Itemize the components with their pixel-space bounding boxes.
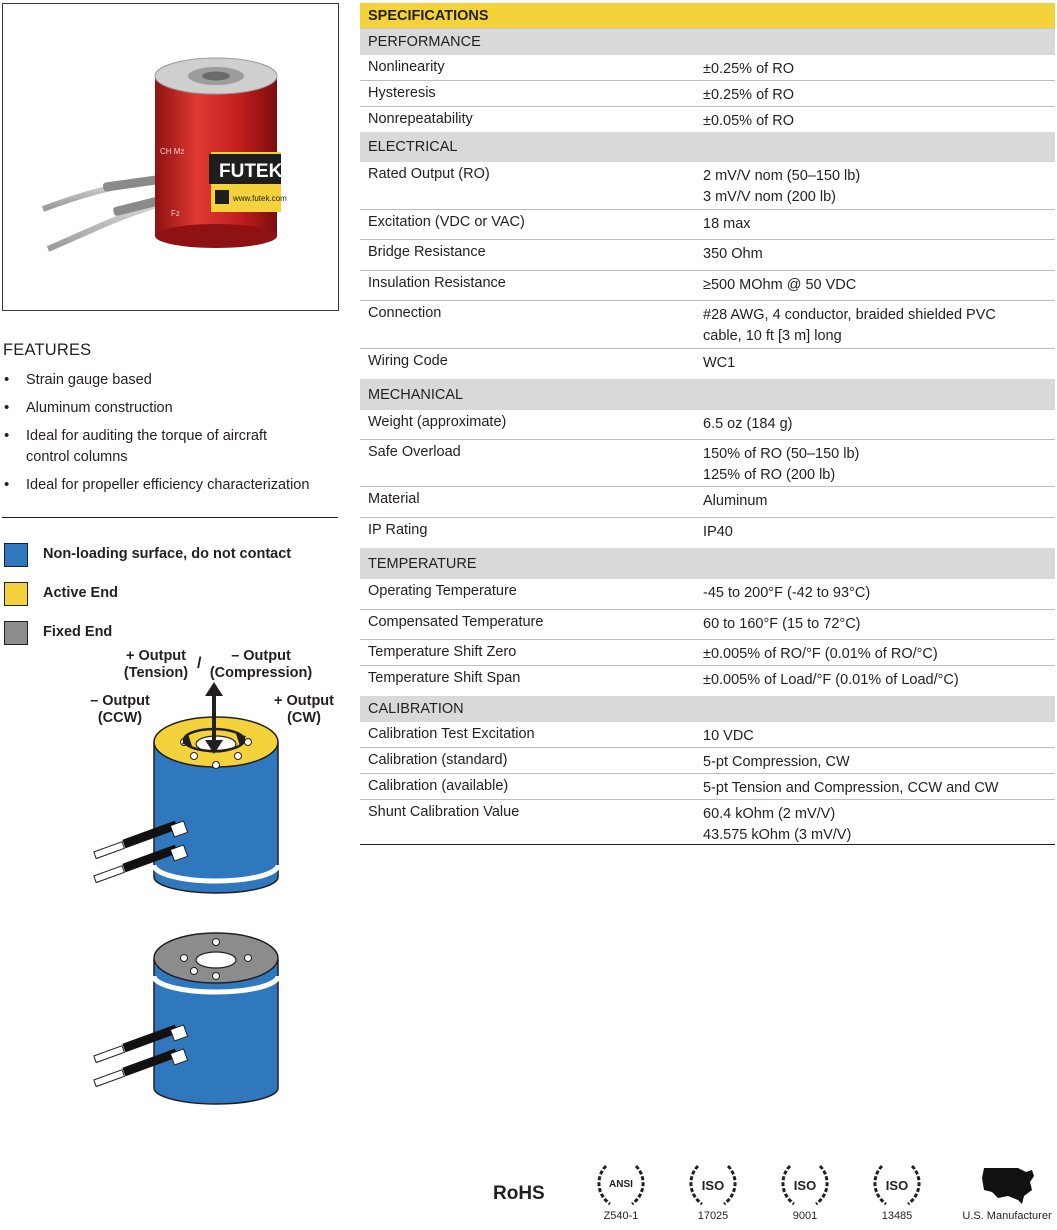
- spec-row-excitation: Excitation (VDC or VAC) 18 max: [360, 210, 1055, 240]
- spec-row-nonrepeatability: Nonrepeatability ±0.05% of RO: [368, 111, 794, 129]
- fixed-end-diagram: [88, 928, 288, 1113]
- specifications-title: SPECIFICATIONS: [360, 3, 1055, 29]
- spec-row-nonlinearity: Nonlinearity ±0.25% of RO: [360, 55, 1055, 81]
- spec-row-material: Material Aluminum: [360, 487, 1055, 518]
- cw-output-label: + Output (CW): [273, 693, 334, 726]
- gray-swatch: [4, 621, 28, 645]
- brand-url-text: www.futek.com: [233, 194, 287, 203]
- spec-row-shunt-calibration: Shunt Calibration Value 60.4 kOhm (2 mV/V) 43.575 kOhm (3 mV/V): [360, 800, 1055, 845]
- spec-row-safe-overload: Safe Overload 150% of RO (50–150 lb) 125% of RO (200 lb): [360, 440, 1055, 487]
- us-manufacturer-badge: U.S. Manufacturer: [958, 1162, 1056, 1226]
- legend-label: Non-loading surface, do not contact: [43, 546, 292, 562]
- channel-label: CH Mz: [160, 147, 185, 156]
- brand-logo-text: FUTEK: [219, 161, 283, 182]
- section-electrical: ELECTRICAL: [360, 132, 1055, 162]
- product-photo: [2, 3, 339, 311]
- legend-item-fixed-end: [4, 621, 334, 647]
- iso-9001-badge: ISO 9001: [776, 1160, 834, 1224]
- spec-row-rated-output: Rated Output (RO) 2 mV/V nom (50–150 lb) 3 mV/V nom (200 lb): [360, 162, 1055, 210]
- iso-17025-badge: ISO 17025: [684, 1160, 742, 1224]
- spec-row-cal-test-excitation: Calibration Test Excitation 10 VDC: [360, 722, 1055, 748]
- rohs-logo: RoHS: [493, 1183, 545, 1204]
- cable-lower: [48, 204, 161, 249]
- usa-map-icon: [958, 1162, 1056, 1206]
- spec-row-operating-temperature: Operating Temperature -45 to 200°F (-42 to 93°C): [360, 579, 1055, 610]
- spec-row-cal-standard: Calibration (standard) 5-pt Compression, CW: [360, 748, 1055, 774]
- spec-row-cal-available: Calibration (available) 5-pt Tension and Compression, CCW and CW: [360, 774, 1055, 800]
- spec-row-insulation-resistance: Insulation Resistance ≥500 MOhm @ 50 VDC: [360, 271, 1055, 301]
- legend-item-active-end: [4, 582, 334, 608]
- left-divider: [2, 517, 338, 518]
- compression-output-label: – Output (Compression): [209, 648, 313, 681]
- ansi-badge: ANSI Z540-1: [592, 1160, 650, 1224]
- section-temperature: TEMPERATURE: [360, 548, 1055, 579]
- spec-row-hysteresis: Hysteresis ±0.25% of RO: [360, 81, 1055, 107]
- blue-swatch: [4, 543, 28, 567]
- spec-row-temp-shift-span: Temperature Shift Span ±0.005% of Load/°F (0.01% of Load/°C): [368, 670, 959, 688]
- spec-row-compensated-temperature: Compensated Temperature 60 to 160°F (15 to 72°C): [360, 610, 1055, 640]
- section-calibration: CALIBRATION: [360, 696, 1055, 722]
- active-end-diagram: [88, 682, 288, 902]
- yellow-swatch: [4, 582, 28, 606]
- strain-relief-upper: [103, 175, 159, 192]
- spec-row-wiring-code: Wiring Code WC1: [368, 353, 736, 371]
- section-mechanical: MECHANICAL: [360, 379, 1055, 410]
- sensor-photo-illustration: [3, 4, 339, 311]
- spec-row-weight: Weight (approximate) 6.5 oz (184 g): [360, 410, 1055, 440]
- section-performance: PERFORMANCE: [360, 29, 1055, 55]
- spec-row-connection: Connection #28 AWG, 4 conductor, braided shielded PVC cable, 10 ft [3 m] long: [360, 301, 1055, 349]
- spec-row-ip-rating: IP Rating IP40: [368, 522, 733, 540]
- output-slash: /: [197, 655, 202, 672]
- spec-row-bridge-resistance: Bridge Resistance 350 Ohm: [360, 240, 1055, 271]
- feature-item: • Ideal for auditing the torque of aircraft control columns: [3, 426, 303, 467]
- legend-label: Active End: [43, 585, 118, 601]
- feature-item: • Strain gauge based: [3, 370, 338, 391]
- cable-label: Fz: [171, 209, 180, 218]
- features-list: [3, 370, 338, 503]
- legend-item-non-loading: [4, 543, 334, 569]
- feature-item: • Ideal for propeller efficiency characterization: [3, 475, 338, 496]
- tension-output-label: + Output (Tension): [123, 648, 189, 681]
- legend-label: Fixed End: [43, 624, 113, 640]
- feature-item: • Aluminum construction: [3, 398, 338, 419]
- iso-13485-badge: ISO 13485: [868, 1160, 926, 1224]
- ccw-output-label: – Output (CCW): [90, 693, 150, 726]
- spec-row-temp-shift-zero: Temperature Shift Zero ±0.005% of RO/°F (0.01% of RO/°C): [360, 640, 1055, 666]
- features-title: FEATURES: [3, 341, 92, 359]
